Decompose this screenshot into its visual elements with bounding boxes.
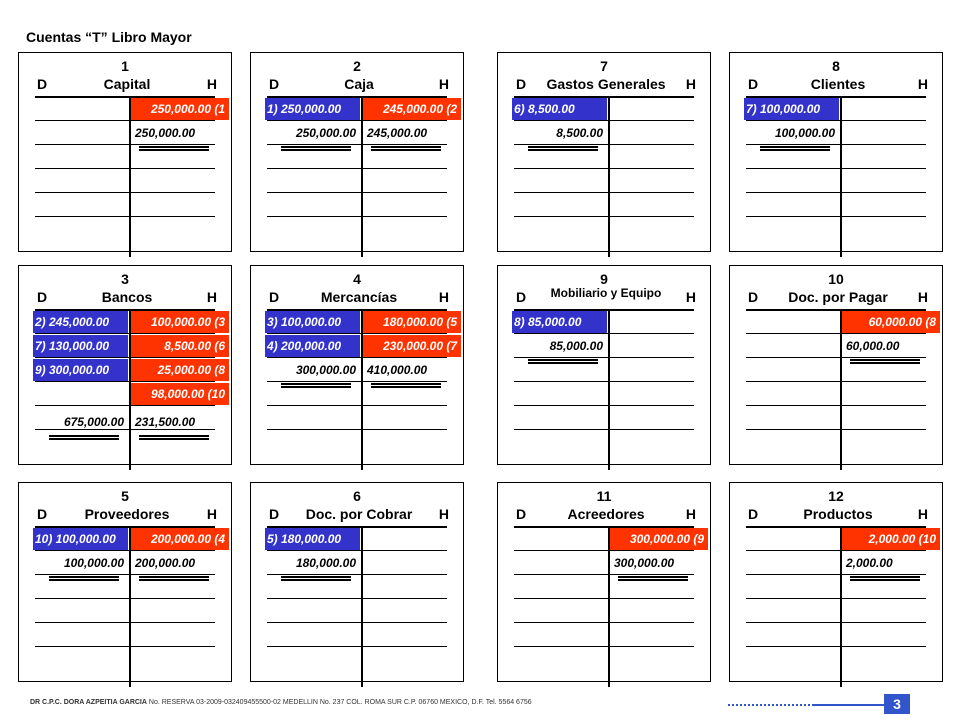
ruled-line [746,144,926,145]
credit-label: H [685,76,696,92]
ruled-line [514,144,694,145]
ruled-line [267,646,447,647]
debit-double-underline [49,576,119,581]
page-number: 3 [884,694,910,714]
ruled-line [35,622,215,623]
debit-double-underline [49,435,119,440]
account-header [269,76,449,94]
credit-total: 250,000.00 [135,126,196,140]
credit-entry: 25,000.00 (8 [131,359,229,381]
t-account-10 [729,265,943,465]
debit-entry: 7) 100,000.00 [744,98,839,120]
credit-double-underline [371,383,441,388]
account-name: Mercancías [320,289,398,305]
debit-entry: 6) 8,500.00 [512,98,607,120]
t-vertical-line [608,310,610,470]
debit-total: 300,000.00 [295,363,356,377]
ruled-line [514,646,694,647]
t-account-1 [18,52,232,252]
ruled-line [267,168,447,169]
account-header [37,506,217,524]
ruled-line [514,333,694,334]
credit-label: H [685,506,696,522]
ruled-line [267,381,447,382]
credit-total: 60,000.00 [846,339,900,353]
ruled-line [35,405,215,406]
debit-total: 675,000.00 [63,415,124,429]
ruled-line [746,574,926,575]
ruled-line [746,120,926,121]
credit-total: 245,000.00 [367,126,428,140]
t-account-6 [250,482,464,682]
ruled-line [746,333,926,334]
credit-entry: 250,000.00 (1 [131,98,229,120]
credit-label: H [206,76,217,92]
credit-total: 2,000.00 [846,556,893,570]
ruled-line [746,550,926,551]
credit-total: 200,000.00 [135,556,196,570]
credit-entry: 245,000.00 (2 [363,98,461,120]
debit-total: 180,000.00 [295,556,356,570]
account-name: Caja [344,76,374,92]
t-account-9 [497,265,711,465]
ruled-line [267,598,447,599]
t-vertical-line [361,97,363,257]
t-vertical-line [129,97,131,257]
credit-label: H [438,506,449,522]
account-header [37,76,217,94]
account-name: Bancos [101,289,153,305]
ruled-line [35,192,215,193]
debit-label: D [516,76,527,92]
ruled-line [746,405,926,406]
credit-total: 231,500.00 [135,415,196,429]
account-header [748,506,928,524]
debit-label: D [516,289,527,305]
ruled-line [267,120,447,121]
ruled-line [746,598,926,599]
footer-text [30,699,532,706]
debit-total: 8,500.00 [556,126,603,140]
ruled-line [514,550,694,551]
ruled-line [267,192,447,193]
account-name: Mobiliario y Equipo [550,286,662,300]
t-vertical-line [840,310,842,470]
credit-double-underline [850,359,920,364]
credit-double-underline [850,576,920,581]
account-name: Doc. por Pagar [788,289,888,305]
debit-entry: 1) 250,000.00 [265,98,360,120]
page-title: Cuentas “T” Libro Mayor [26,29,192,45]
debit-total: 100,000.00 [63,556,124,570]
account-name: Capital [103,76,151,92]
account-header [748,76,928,94]
ruled-line [514,192,694,193]
ruled-line [746,646,926,647]
credit-label: H [917,76,928,92]
t-account-8 [729,52,943,252]
ruled-line [746,381,926,382]
debit-label: D [269,506,280,522]
debit-double-underline [528,146,598,151]
ruled-line [514,216,694,217]
debit-total: 85,000.00 [549,339,603,353]
account-number: 8 [832,58,840,74]
t-vertical-line [361,527,363,687]
ruled-line [35,216,215,217]
ruled-line [514,405,694,406]
ruled-line [35,144,215,145]
ruled-line [746,168,926,169]
ruled-line [514,429,694,430]
credit-total: 410,000.00 [367,363,428,377]
account-header [516,506,696,524]
t-vertical-line [608,527,610,687]
t-vertical-line [361,310,363,470]
credit-entry: 100,000.00 (3 [131,311,229,333]
ruled-line [267,405,447,406]
account-number: 5 [121,488,129,504]
debit-entry: 8) 85,000.00 [512,311,607,333]
t-account-3 [18,265,232,465]
debit-label: D [269,289,280,305]
credit-entry: 180,000.00 (5 [363,311,461,333]
credit-entry: 300,000.00 (9 [610,528,708,550]
footer-author: DR C.P.C. DORA AZPEITIA GARCIA [30,699,147,706]
account-name: Gastos Generales [546,76,666,92]
account-name: Clientes [810,76,866,92]
ruled-line [514,168,694,169]
credit-double-underline [139,146,209,151]
debit-entry: 3) 100,000.00 [265,311,360,333]
debit-double-underline [760,146,830,151]
ruled-line [267,333,447,334]
credit-entry: 230,000.00 (7 [363,335,461,357]
account-header [516,286,696,307]
ruled-line [267,144,447,145]
ruled-line [514,574,694,575]
debit-label: D [37,76,48,92]
debit-double-underline [281,576,351,581]
ruled-line [746,357,926,358]
ruled-line [267,216,447,217]
account-header [269,506,449,524]
account-number: 4 [353,271,361,287]
ruled-line [35,120,215,121]
account-name: Productos [803,506,873,522]
ruled-line [35,357,215,358]
ruled-line [746,429,926,430]
credit-entry: 60,000.00 (8 [842,311,940,333]
credit-label: H [438,76,449,92]
ruled-line [746,622,926,623]
t-vertical-line [608,97,610,257]
debit-label: D [37,506,48,522]
t-account-2 [250,52,464,252]
account-number: 3 [121,271,129,287]
debit-entry: 7) 130,000.00 [33,335,128,357]
t-vertical-line [129,527,131,687]
ruled-line [35,333,215,334]
ruled-line [267,622,447,623]
credit-double-underline [139,435,209,440]
ruled-line [514,120,694,121]
t-account-11 [497,482,711,682]
t-account-7 [497,52,711,252]
ruled-line [514,598,694,599]
ruled-line [267,429,447,430]
credit-label: H [206,506,217,522]
debit-entry: 5) 180,000.00 [265,528,360,550]
debit-entry: 4) 200,000.00 [265,335,360,357]
footer-details: No. RESERVA 03-2009-032409455500-02 MEDELLIN No. 237 COL. ROMA SUR C.P. 06760 MEXICO, D.F. Tel. 5564 6756 [146,699,532,706]
account-number: 7 [600,58,608,74]
ruled-line [267,550,447,551]
credit-entry: 8,500.00 (6 [131,335,229,357]
credit-entry: 200,000.00 (4 [131,528,229,550]
footer-dotted-line [728,704,810,706]
account-number: 12 [828,488,844,504]
t-vertical-line [840,97,842,257]
debit-total: 250,000.00 [295,126,356,140]
account-header [748,289,928,307]
ruled-line [35,646,215,647]
t-account-12 [729,482,943,682]
account-header [37,289,217,307]
ruled-line [35,381,215,382]
credit-double-underline [371,146,441,151]
account-header [269,289,449,307]
credit-total: 300,000.00 [614,556,675,570]
t-account-4 [250,265,464,465]
account-header [516,76,696,94]
account-number: 1 [121,58,129,74]
ruled-line [35,574,215,575]
debit-double-underline [281,383,351,388]
footer-solid-line [812,704,886,706]
debit-double-underline [281,146,351,151]
account-number: 11 [596,488,612,504]
debit-total: 100,000.00 [774,126,835,140]
ruled-line [35,598,215,599]
account-number: 9 [600,271,608,287]
debit-label: D [516,506,527,522]
credit-label: H [917,506,928,522]
credit-double-underline [618,576,688,581]
debit-label: D [37,289,48,305]
credit-label: H [917,289,928,305]
account-number: 2 [353,58,361,74]
debit-label: D [748,506,759,522]
debit-entry: 2) 245,000.00 [33,311,128,333]
ruled-line [267,357,447,358]
debit-double-underline [528,359,598,364]
ruled-line [514,381,694,382]
debit-entry: 10) 100,000.00 [33,528,128,550]
credit-entry: 98,000.00 (10 [131,383,229,405]
ruled-line [746,192,926,193]
account-name: Acreedores [567,506,645,522]
ruled-line [35,550,215,551]
ruled-line [35,168,215,169]
t-account-5 [18,482,232,682]
t-vertical-line [840,527,842,687]
debit-label: D [748,76,759,92]
account-number: 6 [353,488,361,504]
debit-entry: 9) 300,000.00 [33,359,128,381]
account-number: 10 [828,271,844,287]
ruled-line [267,574,447,575]
ruled-line [514,622,694,623]
ruled-line [746,216,926,217]
debit-label: D [748,289,759,305]
credit-entry: 2,000.00 (10 [842,528,940,550]
credit-double-underline [139,576,209,581]
credit-label: H [438,289,449,305]
credit-label: H [685,289,696,305]
debit-label: D [269,76,280,92]
ruled-line [514,357,694,358]
account-name: Doc. por Cobrar [305,506,413,522]
account-name: Proveedores [84,506,170,522]
credit-label: H [206,289,217,305]
